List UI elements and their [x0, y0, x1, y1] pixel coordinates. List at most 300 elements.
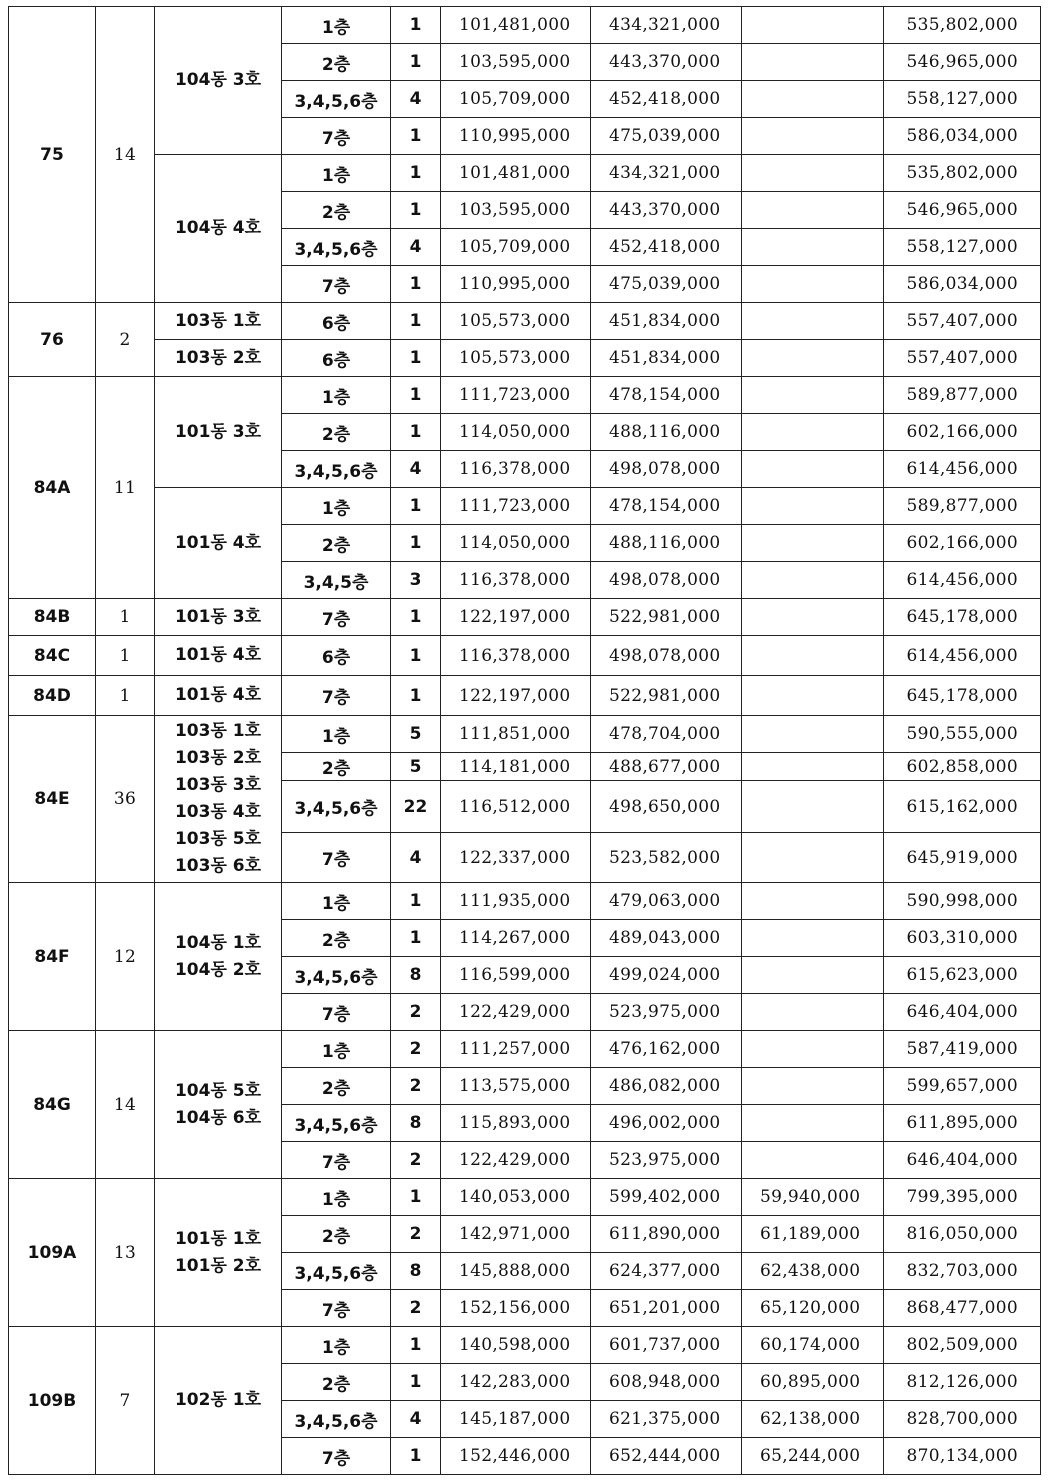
building-price-cell: 443,370,000 [591, 192, 742, 229]
table-row [9, 303, 1041, 340]
land-price-cell: 110,995,000 [441, 118, 591, 155]
total-price-cell: 603,310,000 [884, 920, 1041, 957]
floor-cell: 7층 [282, 676, 391, 716]
vat-cell [742, 340, 884, 377]
unit-type-cell: 84B [9, 599, 96, 636]
total-price-cell: 602,858,000 [884, 753, 1041, 781]
table-row [9, 599, 1041, 636]
dong-ho-label: 102동 1호 [174, 1390, 262, 1410]
building-price-cell: 608,948,000 [591, 1364, 742, 1401]
price-table-body [9, 7, 1041, 1475]
vat-cell [742, 451, 884, 488]
dong-ho-label: 103동 2호 [174, 748, 262, 768]
floor-count-cell: 2 [391, 994, 441, 1031]
dong-ho-cell [155, 599, 282, 636]
floor-count-cell: 8 [391, 1253, 441, 1290]
vat-cell [742, 1031, 884, 1068]
land-price-cell: 122,429,000 [441, 1142, 591, 1179]
building-price-cell: 434,321,000 [591, 7, 742, 44]
dong-ho-label: 104동 2호 [174, 959, 262, 980]
vat-cell [742, 1068, 884, 1105]
vat-cell [742, 192, 884, 229]
land-price-cell: 140,598,000 [441, 1327, 591, 1364]
floor-count-cell: 1 [391, 266, 441, 303]
vat-cell [742, 883, 884, 920]
total-price-cell: 615,162,000 [884, 781, 1041, 833]
building-price-cell: 478,154,000 [591, 377, 742, 414]
building-price-cell: 475,039,000 [591, 266, 742, 303]
dong-ho-cell [155, 7, 282, 155]
total-price-cell: 832,703,000 [884, 1253, 1041, 1290]
unit-type-cell: 76 [9, 303, 96, 377]
dong-ho-label: 101동 3호 [174, 421, 262, 442]
building-price-cell: 652,444,000 [591, 1438, 742, 1475]
land-price-cell: 110,995,000 [441, 266, 591, 303]
vat-cell [742, 920, 884, 957]
floor-count-cell: 5 [391, 716, 441, 753]
vat-cell [742, 716, 884, 753]
building-price-cell: 489,043,000 [591, 920, 742, 957]
unit-count-cell: 12 [96, 883, 155, 1031]
land-price-cell: 105,709,000 [441, 229, 591, 266]
total-price-cell: 868,477,000 [884, 1290, 1041, 1327]
land-price-cell: 111,935,000 [441, 883, 591, 920]
building-price-cell: 523,582,000 [591, 833, 742, 883]
vat-cell [742, 414, 884, 451]
land-price-cell: 152,156,000 [441, 1290, 591, 1327]
dong-ho-label: 103동 2호 [174, 347, 262, 368]
dong-ho-label: 101동 3호 [174, 606, 262, 627]
land-price-cell: 116,378,000 [441, 636, 591, 676]
table-row [9, 716, 1041, 753]
floor-cell: 3,4,5,6층 [282, 1105, 391, 1142]
floor-count-cell: 1 [391, 192, 441, 229]
floor-cell: 7층 [282, 266, 391, 303]
vat-cell [742, 753, 884, 781]
table-row [9, 1179, 1041, 1216]
vat-cell [742, 44, 884, 81]
total-price-cell: 546,965,000 [884, 192, 1041, 229]
land-price-cell: 114,050,000 [441, 414, 591, 451]
floor-cell: 2층 [282, 1364, 391, 1401]
total-price-cell: 614,456,000 [884, 562, 1041, 599]
floor-cell: 3,4,5,6층 [282, 451, 391, 488]
unit-count-cell: 7 [96, 1327, 155, 1475]
dong-ho-label: 101동 4호 [174, 532, 262, 553]
unit-count-cell: 14 [96, 1031, 155, 1179]
total-price-cell: 546,965,000 [884, 44, 1041, 81]
dong-ho-cell [155, 377, 282, 488]
building-price-cell: 498,078,000 [591, 451, 742, 488]
total-price-cell: 645,919,000 [884, 833, 1041, 883]
table-row [9, 883, 1041, 920]
land-price-cell: 122,337,000 [441, 833, 591, 883]
total-price-cell: 557,407,000 [884, 340, 1041, 377]
floor-cell: 2층 [282, 414, 391, 451]
vat-cell: 60,895,000 [742, 1364, 884, 1401]
unit-count-cell: 36 [96, 716, 155, 883]
total-price-cell: 590,555,000 [884, 716, 1041, 753]
building-price-cell: 496,002,000 [591, 1105, 742, 1142]
building-price-cell: 498,650,000 [591, 781, 742, 833]
vat-cell [742, 1105, 884, 1142]
unit-type-cell: 84A [9, 377, 96, 599]
floor-count-cell: 4 [391, 1401, 441, 1438]
floor-cell: 7층 [282, 833, 391, 883]
building-price-cell: 478,704,000 [591, 716, 742, 753]
vat-cell: 59,940,000 [742, 1179, 884, 1216]
land-price-cell: 111,723,000 [441, 377, 591, 414]
table-row [9, 636, 1041, 676]
building-price-cell: 486,082,000 [591, 1068, 742, 1105]
land-price-cell: 116,378,000 [441, 562, 591, 599]
vat-cell [742, 488, 884, 525]
floor-count-cell: 1 [391, 155, 441, 192]
building-price-cell: 601,737,000 [591, 1327, 742, 1364]
floor-count-cell: 2 [391, 1290, 441, 1327]
land-price-cell: 105,573,000 [441, 303, 591, 340]
total-price-cell: 557,407,000 [884, 303, 1041, 340]
building-price-cell: 478,154,000 [591, 488, 742, 525]
vat-cell [742, 266, 884, 303]
table-row [9, 377, 1041, 414]
dong-ho-label: 103동 6호 [174, 856, 262, 876]
vat-cell [742, 599, 884, 636]
total-price-cell: 535,802,000 [884, 155, 1041, 192]
vat-cell [742, 833, 884, 883]
land-price-cell: 111,851,000 [441, 716, 591, 753]
floor-count-cell: 1 [391, 1438, 441, 1475]
land-price-cell: 111,723,000 [441, 488, 591, 525]
total-price-cell: 812,126,000 [884, 1364, 1041, 1401]
floor-cell: 3,4,5,6층 [282, 957, 391, 994]
floor-cell: 2층 [282, 1068, 391, 1105]
building-price-cell: 452,418,000 [591, 229, 742, 266]
vat-cell [742, 7, 884, 44]
dong-ho-cell [155, 676, 282, 716]
building-price-cell: 499,024,000 [591, 957, 742, 994]
land-price-cell: 111,257,000 [441, 1031, 591, 1068]
land-price-cell: 114,267,000 [441, 920, 591, 957]
floor-count-cell: 8 [391, 1105, 441, 1142]
land-price-cell: 140,053,000 [441, 1179, 591, 1216]
floor-count-cell: 1 [391, 920, 441, 957]
vat-cell [742, 957, 884, 994]
total-price-cell: 646,404,000 [884, 994, 1041, 1031]
floor-cell: 1층 [282, 1179, 391, 1216]
floor-count-cell: 1 [391, 1327, 441, 1364]
vat-cell [742, 562, 884, 599]
table-row [9, 1327, 1041, 1364]
total-price-cell: 589,877,000 [884, 377, 1041, 414]
total-price-cell: 615,623,000 [884, 957, 1041, 994]
floor-cell: 1층 [282, 155, 391, 192]
building-price-cell: 451,834,000 [591, 340, 742, 377]
floor-cell: 7층 [282, 1438, 391, 1475]
floor-cell: 1층 [282, 7, 391, 44]
dong-ho-cell [155, 488, 282, 599]
vat-cell [742, 229, 884, 266]
floor-count-cell: 1 [391, 883, 441, 920]
unit-type-cell: 84F [9, 883, 96, 1031]
floor-cell: 1층 [282, 377, 391, 414]
total-price-cell: 589,877,000 [884, 488, 1041, 525]
unit-count-cell: 13 [96, 1179, 155, 1327]
floor-cell: 3,4,5,6층 [282, 1401, 391, 1438]
floor-cell: 1층 [282, 488, 391, 525]
floor-count-cell: 4 [391, 229, 441, 266]
unit-type-cell: 75 [9, 7, 96, 303]
unit-type-cell: 84C [9, 636, 96, 676]
building-price-cell: 451,834,000 [591, 303, 742, 340]
floor-cell: 6층 [282, 303, 391, 340]
total-price-cell: 614,456,000 [884, 451, 1041, 488]
unit-type-cell: 109B [9, 1327, 96, 1475]
floor-cell: 7층 [282, 994, 391, 1031]
total-price-cell: 586,034,000 [884, 266, 1041, 303]
building-price-cell: 479,063,000 [591, 883, 742, 920]
floor-count-cell: 1 [391, 303, 441, 340]
table-row [9, 7, 1041, 44]
floor-count-cell: 1 [391, 118, 441, 155]
floor-cell: 2층 [282, 192, 391, 229]
vat-cell [742, 525, 884, 562]
floor-count-cell: 4 [391, 833, 441, 883]
land-price-cell: 116,512,000 [441, 781, 591, 833]
vat-cell [742, 676, 884, 716]
total-price-cell: 799,395,000 [884, 1179, 1041, 1216]
total-price-cell: 816,050,000 [884, 1216, 1041, 1253]
dong-ho-cell [155, 1179, 282, 1327]
floor-cell: 6층 [282, 636, 391, 676]
table-row [9, 155, 1041, 192]
floor-count-cell: 1 [391, 1179, 441, 1216]
dong-ho-label: 101동 2호 [174, 1255, 262, 1276]
total-price-cell: 645,178,000 [884, 676, 1041, 716]
table-row [9, 1031, 1041, 1068]
vat-cell [742, 781, 884, 833]
land-price-cell: 122,197,000 [441, 599, 591, 636]
total-price-cell: 614,456,000 [884, 636, 1041, 676]
dong-ho-cell [155, 636, 282, 676]
building-price-cell: 624,377,000 [591, 1253, 742, 1290]
dong-ho-label: 103동 4호 [174, 802, 262, 822]
vat-cell [742, 155, 884, 192]
unit-type-cell: 84G [9, 1031, 96, 1179]
land-price-cell: 114,050,000 [441, 525, 591, 562]
building-price-cell: 523,975,000 [591, 1142, 742, 1179]
land-price-cell: 122,197,000 [441, 676, 591, 716]
dong-ho-cell [155, 303, 282, 340]
total-price-cell: 558,127,000 [884, 81, 1041, 118]
building-price-cell: 599,402,000 [591, 1179, 742, 1216]
vat-cell: 62,438,000 [742, 1253, 884, 1290]
floor-cell: 6층 [282, 340, 391, 377]
floor-count-cell: 1 [391, 377, 441, 414]
unit-type-cell: 84D [9, 676, 96, 716]
land-price-cell: 145,187,000 [441, 1401, 591, 1438]
floor-count-cell: 1 [391, 525, 441, 562]
floor-count-cell: 1 [391, 414, 441, 451]
land-price-cell: 105,573,000 [441, 340, 591, 377]
land-price-cell: 103,595,000 [441, 44, 591, 81]
dong-ho-label: 104동 5호 [174, 1080, 262, 1101]
total-price-cell: 535,802,000 [884, 7, 1041, 44]
vat-cell [742, 118, 884, 155]
dong-ho-label: 104동 4호 [174, 218, 262, 238]
land-price-cell: 103,595,000 [441, 192, 591, 229]
unit-type-cell: 109A [9, 1179, 96, 1327]
building-price-cell: 523,975,000 [591, 994, 742, 1031]
building-price-cell: 443,370,000 [591, 44, 742, 81]
floor-count-cell: 4 [391, 81, 441, 118]
floor-cell: 7층 [282, 118, 391, 155]
building-price-cell: 621,375,000 [591, 1401, 742, 1438]
building-price-cell: 498,078,000 [591, 636, 742, 676]
floor-cell: 1층 [282, 1031, 391, 1068]
total-price-cell: 586,034,000 [884, 118, 1041, 155]
dong-ho-cell [155, 716, 282, 883]
floor-cell: 3,4,5,6층 [282, 1253, 391, 1290]
floor-count-cell: 4 [391, 451, 441, 488]
unit-count-cell: 1 [96, 599, 155, 636]
total-price-cell: 602,166,000 [884, 525, 1041, 562]
floor-count-cell: 2 [391, 1068, 441, 1105]
dong-ho-cell [155, 155, 282, 303]
vat-cell [742, 1142, 884, 1179]
floor-count-cell: 2 [391, 1142, 441, 1179]
floor-count-cell: 8 [391, 957, 441, 994]
floor-cell: 3,4,5,6층 [282, 229, 391, 266]
dong-ho-label: 103동 3호 [174, 775, 262, 795]
building-price-cell: 498,078,000 [591, 562, 742, 599]
dong-ho-cell [155, 883, 282, 1031]
floor-count-cell: 1 [391, 44, 441, 81]
unit-count-cell: 14 [96, 7, 155, 303]
floor-count-cell: 22 [391, 781, 441, 833]
vat-cell [742, 994, 884, 1031]
dong-ho-label: 104동 3호 [174, 70, 262, 90]
land-price-cell: 101,481,000 [441, 7, 591, 44]
dong-ho-cell [155, 1327, 282, 1475]
total-price-cell: 590,998,000 [884, 883, 1041, 920]
land-price-cell: 115,893,000 [441, 1105, 591, 1142]
floor-count-cell: 2 [391, 1031, 441, 1068]
dong-ho-label: 104동 1호 [174, 932, 262, 953]
building-price-cell: 522,981,000 [591, 599, 742, 636]
total-price-cell: 645,178,000 [884, 599, 1041, 636]
vat-cell: 62,138,000 [742, 1401, 884, 1438]
floor-count-cell: 3 [391, 562, 441, 599]
floor-count-cell: 1 [391, 488, 441, 525]
land-price-cell: 142,283,000 [441, 1364, 591, 1401]
table-row [9, 340, 1041, 377]
building-price-cell: 452,418,000 [591, 81, 742, 118]
floor-cell: 3,4,5층 [282, 562, 391, 599]
dong-ho-cell [155, 340, 282, 377]
total-price-cell: 802,509,000 [884, 1327, 1041, 1364]
floor-count-cell: 2 [391, 1216, 441, 1253]
vat-cell [742, 303, 884, 340]
building-price-cell: 611,890,000 [591, 1216, 742, 1253]
floor-count-cell: 1 [391, 340, 441, 377]
floor-cell: 2층 [282, 525, 391, 562]
unit-type-cell: 84E [9, 716, 96, 883]
dong-ho-cell [155, 1031, 282, 1179]
dong-ho-label: 103동 1호 [174, 310, 262, 331]
building-price-cell: 476,162,000 [591, 1031, 742, 1068]
floor-cell: 1층 [282, 1327, 391, 1364]
floor-count-cell: 1 [391, 1364, 441, 1401]
floor-cell: 1층 [282, 716, 391, 753]
total-price-cell: 602,166,000 [884, 414, 1041, 451]
unit-count-cell: 11 [96, 377, 155, 599]
land-price-cell: 113,575,000 [441, 1068, 591, 1105]
building-price-cell: 434,321,000 [591, 155, 742, 192]
floor-cell: 7층 [282, 599, 391, 636]
land-price-cell: 152,446,000 [441, 1438, 591, 1475]
total-price-cell: 646,404,000 [884, 1142, 1041, 1179]
land-price-cell: 116,599,000 [441, 957, 591, 994]
floor-count-cell: 1 [391, 636, 441, 676]
dong-ho-label: 101동 4호 [174, 645, 262, 665]
floor-cell: 2층 [282, 753, 391, 781]
vat-cell: 65,120,000 [742, 1290, 884, 1327]
table-row [9, 488, 1041, 525]
land-price-cell: 101,481,000 [441, 155, 591, 192]
floor-cell: 2층 [282, 920, 391, 957]
floor-count-cell: 1 [391, 676, 441, 716]
vat-cell [742, 377, 884, 414]
land-price-cell: 116,378,000 [441, 451, 591, 488]
total-price-cell: 870,134,000 [884, 1438, 1041, 1475]
building-price-cell: 475,039,000 [591, 118, 742, 155]
floor-cell: 3,4,5,6층 [282, 81, 391, 118]
land-price-cell: 105,709,000 [441, 81, 591, 118]
floor-cell: 7층 [282, 1142, 391, 1179]
total-price-cell: 828,700,000 [884, 1401, 1041, 1438]
floor-cell: 7층 [282, 1290, 391, 1327]
total-price-cell: 587,419,000 [884, 1031, 1041, 1068]
dong-ho-label: 104동 6호 [174, 1107, 262, 1128]
building-price-cell: 522,981,000 [591, 676, 742, 716]
building-price-cell: 488,677,000 [591, 753, 742, 781]
total-price-cell: 611,895,000 [884, 1105, 1041, 1142]
vat-cell [742, 636, 884, 676]
vat-cell: 60,174,000 [742, 1327, 884, 1364]
unit-count-cell: 1 [96, 636, 155, 676]
vat-cell [742, 81, 884, 118]
unit-count-cell: 2 [96, 303, 155, 377]
dong-ho-label: 101동 1호 [174, 1228, 262, 1249]
dong-ho-label: 101동 4호 [174, 685, 262, 705]
land-price-cell: 142,971,000 [441, 1216, 591, 1253]
floor-cell: 2층 [282, 44, 391, 81]
total-price-cell: 599,657,000 [884, 1068, 1041, 1105]
table-row [9, 676, 1041, 716]
floor-count-cell: 5 [391, 753, 441, 781]
building-price-cell: 488,116,000 [591, 414, 742, 451]
floor-cell: 2층 [282, 1216, 391, 1253]
unit-count-cell: 1 [96, 676, 155, 716]
floor-cell: 3,4,5,6층 [282, 781, 391, 833]
vat-cell: 61,189,000 [742, 1216, 884, 1253]
floor-cell: 1층 [282, 883, 391, 920]
total-price-cell: 558,127,000 [884, 229, 1041, 266]
building-price-cell: 651,201,000 [591, 1290, 742, 1327]
dong-ho-label: 103동 5호 [174, 829, 262, 849]
land-price-cell: 122,429,000 [441, 994, 591, 1031]
